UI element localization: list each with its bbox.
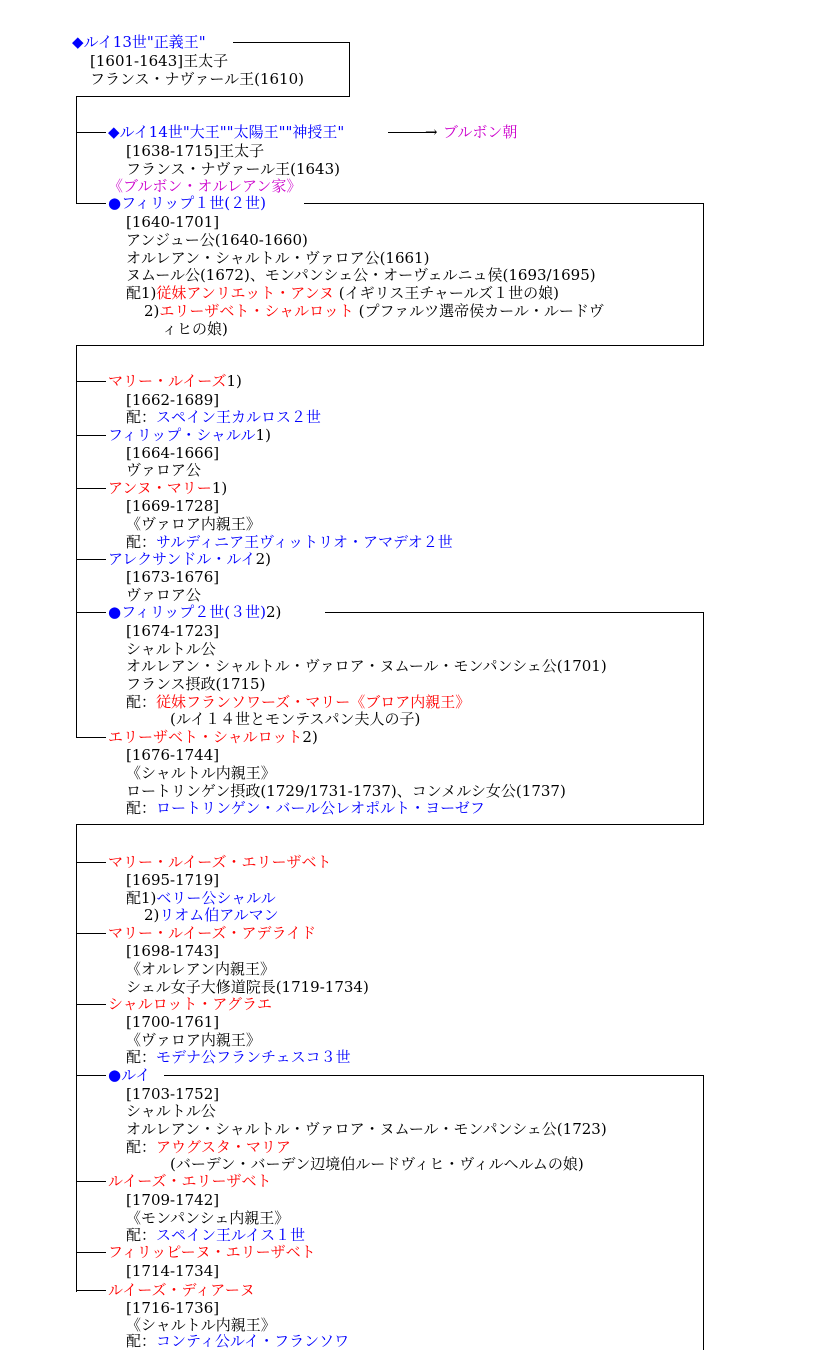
person-title: シャルトル公 [126,640,216,658]
person-title: オルレアン・シャルトル・ヴァロア・ヌムール・モンパンシェ公(1701) [126,657,607,675]
person-louis14[interactable] [108,123,344,141]
person-philippine-elisabeth[interactable]: フィリッピーヌ・エリーザベト [108,1243,316,1261]
connector [76,1075,106,1076]
diamond-icon: ◆ [72,33,84,51]
connector [76,824,704,825]
connector [76,132,106,133]
person-elisabeth-charlotte[interactable]: エリーザベト・シャルロット2) [108,728,318,746]
person-marie-louise-elisabeth[interactable]: マリー・ルイーズ・エリーザベト [108,853,332,871]
connector [703,1075,704,1350]
connector [76,345,77,737]
connector [76,488,106,489]
spouse-line: 配：モデナ公フランチェスコ３世 [126,1048,351,1066]
person-marie-louise[interactable]: マリー・ルイーズ1) [108,372,242,390]
spouse-line: 配：スペイン王ルイス１世 [126,1226,306,1244]
person-charlotte-aglae[interactable]: シャルロット・アグラエ [108,995,272,1013]
person-dates: [1664-1666] [126,444,220,462]
person-title: アンジュー公(1640-1660) [126,231,308,249]
person-title: 《シャルトル内親王》 [126,1316,276,1334]
person-louis13[interactable] [72,33,206,51]
person-title: ヴァロア公 [126,586,201,604]
spouse-name[interactable]: エリーザベト・シャルロット [159,302,354,320]
person-dates: [1698-1743] [126,942,220,960]
spouse-name[interactable]: モデナ公フランチェスコ３世 [156,1048,351,1066]
connector [76,203,106,204]
person-title: 《オルレアン内親王》 [126,960,276,978]
spouse-line: 配：コンティ公ルイ・フランソワ [126,1332,350,1350]
spouse-name[interactable]: サルディニア王ヴィットリオ・アマデオ２世 [156,533,453,551]
person-title: オルレアン・シャルトル・ヴァロア公(1661) [126,249,430,267]
person-dates: [1716-1736] [126,1299,220,1317]
connector [76,933,106,934]
person-title: 《シャルトル内親王》 [126,764,276,782]
connector [76,612,106,613]
spouse-name[interactable]: リオム伯アルマン [159,906,279,924]
person-dates: [1674-1723] [126,622,220,640]
connector [76,435,106,436]
person-title: シェル女子大修道院長(1719-1734) [126,978,369,996]
person-title: シャルトル公 [126,1102,216,1120]
person-title: 《ヴァロア内親王》 [126,515,261,533]
person-title: オルレアン・シャルトル・ヴァロア・ヌムール・モンパンシェ公(1723) [126,1120,607,1138]
person-louise-diane[interactable]: ルイーズ・ディアーヌ [108,1281,255,1299]
connector [76,1252,106,1253]
spouse-line: 配1)ベリー公シャルル [126,889,276,907]
person-anne-marie[interactable]: アンヌ・マリー1) [108,479,228,497]
spouse-name[interactable]: スペイン王ルイス１世 [156,1226,306,1244]
person-name: ルイ14世"大王""太陽王""神授王" [119,123,345,141]
spouse-line: 配1)従妹アンリエット・アンヌ (イギリス王チャールズ１世の娘) [126,284,560,302]
person-title: ヴァロア公 [126,461,201,479]
connector [233,42,350,43]
person-dates: [1673-1676] [126,568,220,586]
spouse-line: 配：従妹フランソワーズ・マリー《ブロア内親王》 [126,693,471,711]
connector [76,559,106,560]
connector [703,203,704,346]
connector [76,1004,106,1005]
person-name: アレクサンドル・ルイ [108,550,256,568]
person-louise-elisabeth[interactable]: ルイーズ・エリーザベト [108,1172,272,1190]
person-name: フィリップ・シャルル [108,426,256,444]
person-dates: [1695-1719] [126,871,220,889]
person-title: フランス摂政(1715) [126,675,266,693]
connector [703,612,704,825]
spouse-line: 2)リオム伯アルマン [144,906,279,924]
spouse-name[interactable]: ロートリンゲン・バール公レオポルト・ヨーゼフ [156,799,485,817]
person-marie-louise-adelaide[interactable]: マリー・ルイーズ・アデライド [108,924,317,942]
connector [76,737,106,738]
person-philippe2[interactable]: ●フィリップ２世(３世)2) [108,603,282,621]
connector [76,381,106,382]
person-name: ルイ [121,1066,151,1084]
spouse-note: (ルイ１４世とモンテスパン夫人の子) [170,710,421,728]
person-name: フィリップ１世(２世) [121,194,266,212]
person-dates: [1638-1715]王太子 [126,142,265,160]
person-philippe-charles[interactable]: フィリップ・シャルル1) [108,426,271,444]
person-philippe1[interactable] [108,194,266,212]
dot-icon: ● [108,194,122,212]
person-title: ロートリンゲン摂政(1729/1731-1737)、コンメルシ女公(1737) [126,782,566,800]
spouse-name[interactable]: アウグスタ・マリア [156,1138,291,1156]
person-name: ルイ13世"正義王" [83,33,206,51]
person-title: 《ヴァロア内親王》 [126,1031,261,1049]
dot-icon: ● [108,603,122,621]
person-name: アンヌ・マリー [108,479,212,497]
arrow-icon: → [425,123,438,141]
spouse-note: (バーデン・バーデン辺境伯ルードヴィヒ・ヴィルヘルムの娘) [170,1155,584,1173]
connector [349,42,350,97]
spouse-name[interactable]: 従妹アンリエット・アンヌ [156,284,335,302]
spouse-name[interactable]: ベリー公シャルル [156,889,276,907]
person-dates: [1709-1742] [126,1191,220,1209]
dot-icon: ● [108,1066,122,1084]
spouse-line: 配：アウグスタ・マリア [126,1138,291,1156]
spouse-name[interactable]: 従妹フランソワーズ・マリー《ブロア内親王》 [156,693,471,711]
person-name: マリー・ルイーズ [108,372,227,390]
person-title: フランス・ナヴァール王(1643) [126,160,340,178]
connector [164,1075,704,1076]
connector [76,96,77,203]
spouse-line: 配：スペイン王カルロス２世 [126,408,322,426]
person-title: フランス・ナヴァール王(1610) [90,70,304,88]
dynasty-link[interactable]: ブルボン朝 [443,123,518,141]
person-alexandre-louis[interactable]: アレクサンドル・ルイ2) [108,550,272,568]
connector [304,203,704,204]
person-louis[interactable] [108,1066,150,1084]
spouse-name[interactable]: コンティ公ルイ・フランソワ [156,1332,350,1350]
person-dates: [1662-1689] [126,391,220,409]
spouse-note: ィヒの娘) [162,320,228,338]
connector [76,1181,106,1182]
person-dates: [1601-1643]王太子 [90,52,229,70]
connector [76,1290,106,1291]
spouse-name[interactable]: スペイン王カルロス２世 [156,408,322,426]
spouse-line: 配：ロートリンゲン・バール公レオポルト・ヨーゼフ [126,799,485,817]
person-name: フィリップ２世(３世) [121,603,266,621]
connector [325,612,704,613]
person-dates: [1703-1752] [126,1085,220,1103]
house-label: 《ブルボン・オルレアン家》 [108,177,302,195]
diamond-icon: ◆ [108,123,120,141]
person-dates: [1669-1728] [126,497,220,515]
connector [76,345,704,346]
person-dates: [1714-1734] [126,1262,220,1280]
spouse-line: 配：サルディニア王ヴィットリオ・アマデオ２世 [126,533,453,551]
connector [76,824,77,1292]
person-title: 《モンパンシェ内親王》 [126,1209,290,1227]
person-name: エリーザベト・シャルロット [108,728,303,746]
connector [76,862,106,863]
person-dates: [1640-1701] [126,213,220,231]
person-title: ヌムール公(1672)、モンパンシェ公・オーヴェルニュ侯(1693/1695) [126,266,596,284]
spouse-line: 2)エリーザベト・シャルロット (プファルツ選帝侯カール・ルードヴ [144,302,604,320]
connector [76,96,350,97]
person-dates: [1676-1744] [126,746,220,764]
person-dates: [1700-1761] [126,1013,220,1031]
